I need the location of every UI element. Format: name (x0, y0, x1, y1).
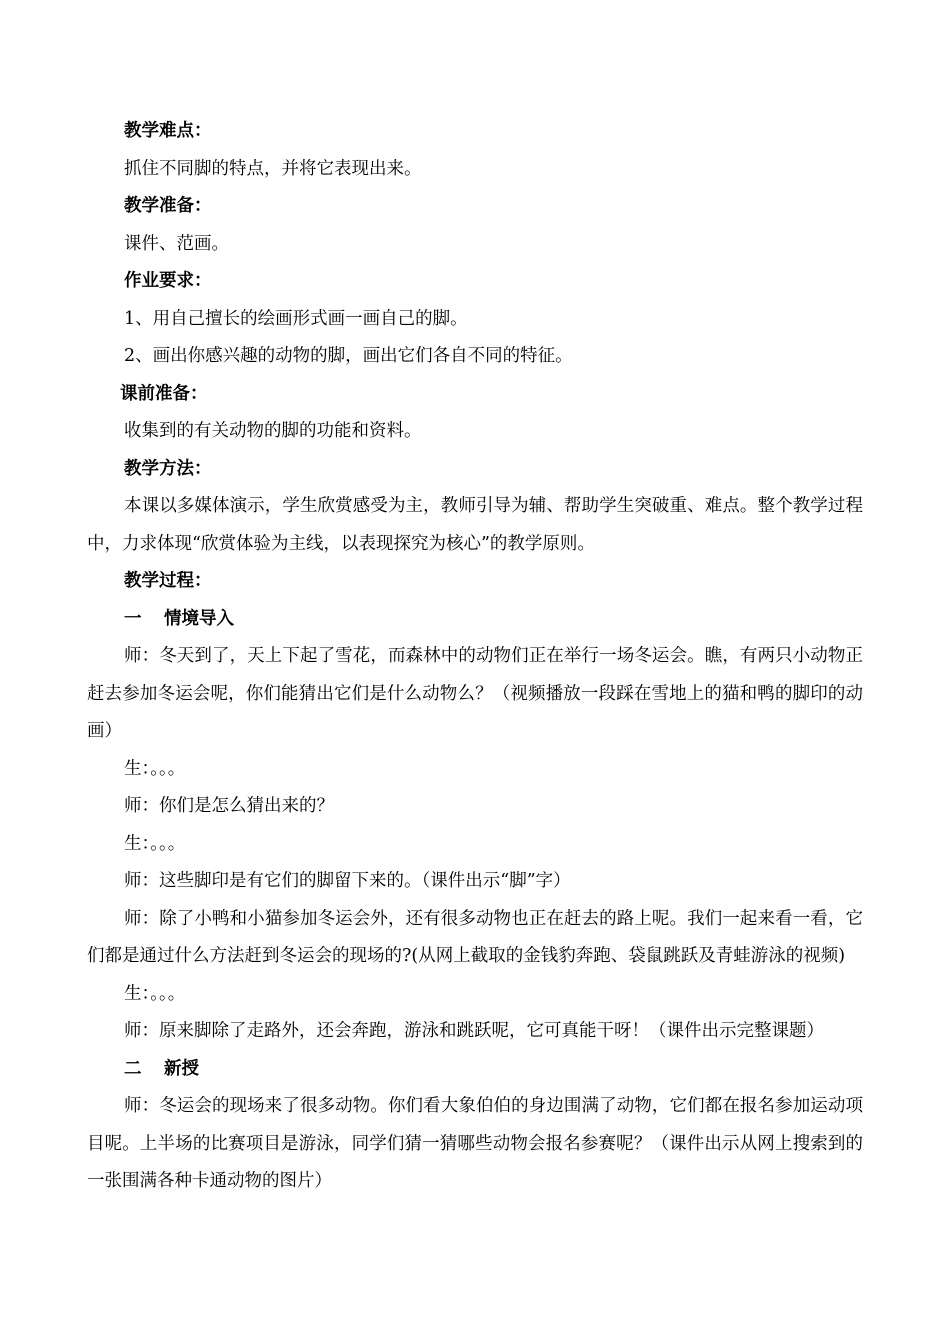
text-homework-2: 2、画出你感兴趣的动物的脚，画出它们各自不同的特征。 (124, 346, 573, 366)
text-teaching-method: 本课以多媒体演示，学生欣赏感受为主，教师引导为辅、帮助学生突破重、难点。整个教学过程中，力求体现“欣赏体验为主线，以表现探究为核心”的教学原则。 (87, 496, 863, 554)
section-heading-2 (87, 1051, 863, 1089)
text-teaching-preparation: 课件、范画。 (124, 233, 229, 254)
heading-teaching-method: 教学方法： (124, 458, 212, 479)
text-homework-1: 1、用自己擅长的绘画形式画一画自己的脚。 (124, 308, 468, 329)
section-number-1: 一 (124, 608, 142, 629)
section-heading-1 (87, 601, 863, 639)
document-body (87, 113, 863, 1201)
heading-preclass-preparation: 课前准备： (120, 383, 208, 404)
dialogue-student-3: 生：。。。 (124, 983, 186, 1004)
dialogue-teacher-1: 师：冬天到了，天上下起了雪花，而森林中的动物们正在举行一场冬运会。瞧，有两只小动物正赶去参加冬运会呢，你们能猜出它们是什么动物么？（视频播放一段踩在雪地上的猫和鸭的脚印的动画） (87, 646, 863, 741)
dialogue-teacher-3: 师：这些脚印是有它们的脚留下来的。（课件出示“脚”字） (124, 871, 571, 891)
dialogue-teacher-4: 师：除了小鸭和小猫参加冬运会外，还有很多动物也正在赶去的路上呢。我们一起来看一看，它们都是通过什么方法赶到冬运会的现场的?(从网上截取的金钱豹奔跑、袋鼠跳跃及青蛙游泳的视频) (87, 908, 863, 966)
section-number-2: 二 (124, 1058, 142, 1079)
text-preclass-preparation: 收集到的有关动物的脚的功能和资料。 (124, 421, 422, 441)
dialogue-teacher-6: 师：冬运会的现场来了很多动物。你们看大象伯伯的身边围满了动物，它们都在报名参加运动项目呢。上半场的比赛项目是游泳，同学们猜一猜哪些动物会报名参赛呢？（课件出示从网上搜索到的一张围满各种卡通动物的图片） (87, 1096, 863, 1191)
heading-teaching-difficulty: 教学难点： (124, 121, 212, 141)
section-title-1: 情境导入 (164, 608, 234, 629)
section-title-2: 新授 (164, 1058, 199, 1079)
heading-teaching-preparation: 教学准备： (124, 196, 212, 216)
heading-teaching-process: 教学过程： (124, 571, 212, 591)
dialogue-teacher-5: 师：原来脚除了走路外，还会奔跑，游泳和跳跃呢，它可真能干呀！（课件出示完整课题） (124, 1021, 824, 1041)
text-teaching-difficulty: 抓住不同脚的特点，并将它表现出来。 (124, 158, 422, 179)
dialogue-student-1: 生：。。。 (124, 758, 186, 779)
heading-homework: 作业要求： (124, 271, 212, 291)
dialogue-teacher-2: 师：你们是怎么猜出来的？ (124, 796, 334, 816)
dialogue-student-2: 生：。。。 (124, 833, 186, 854)
